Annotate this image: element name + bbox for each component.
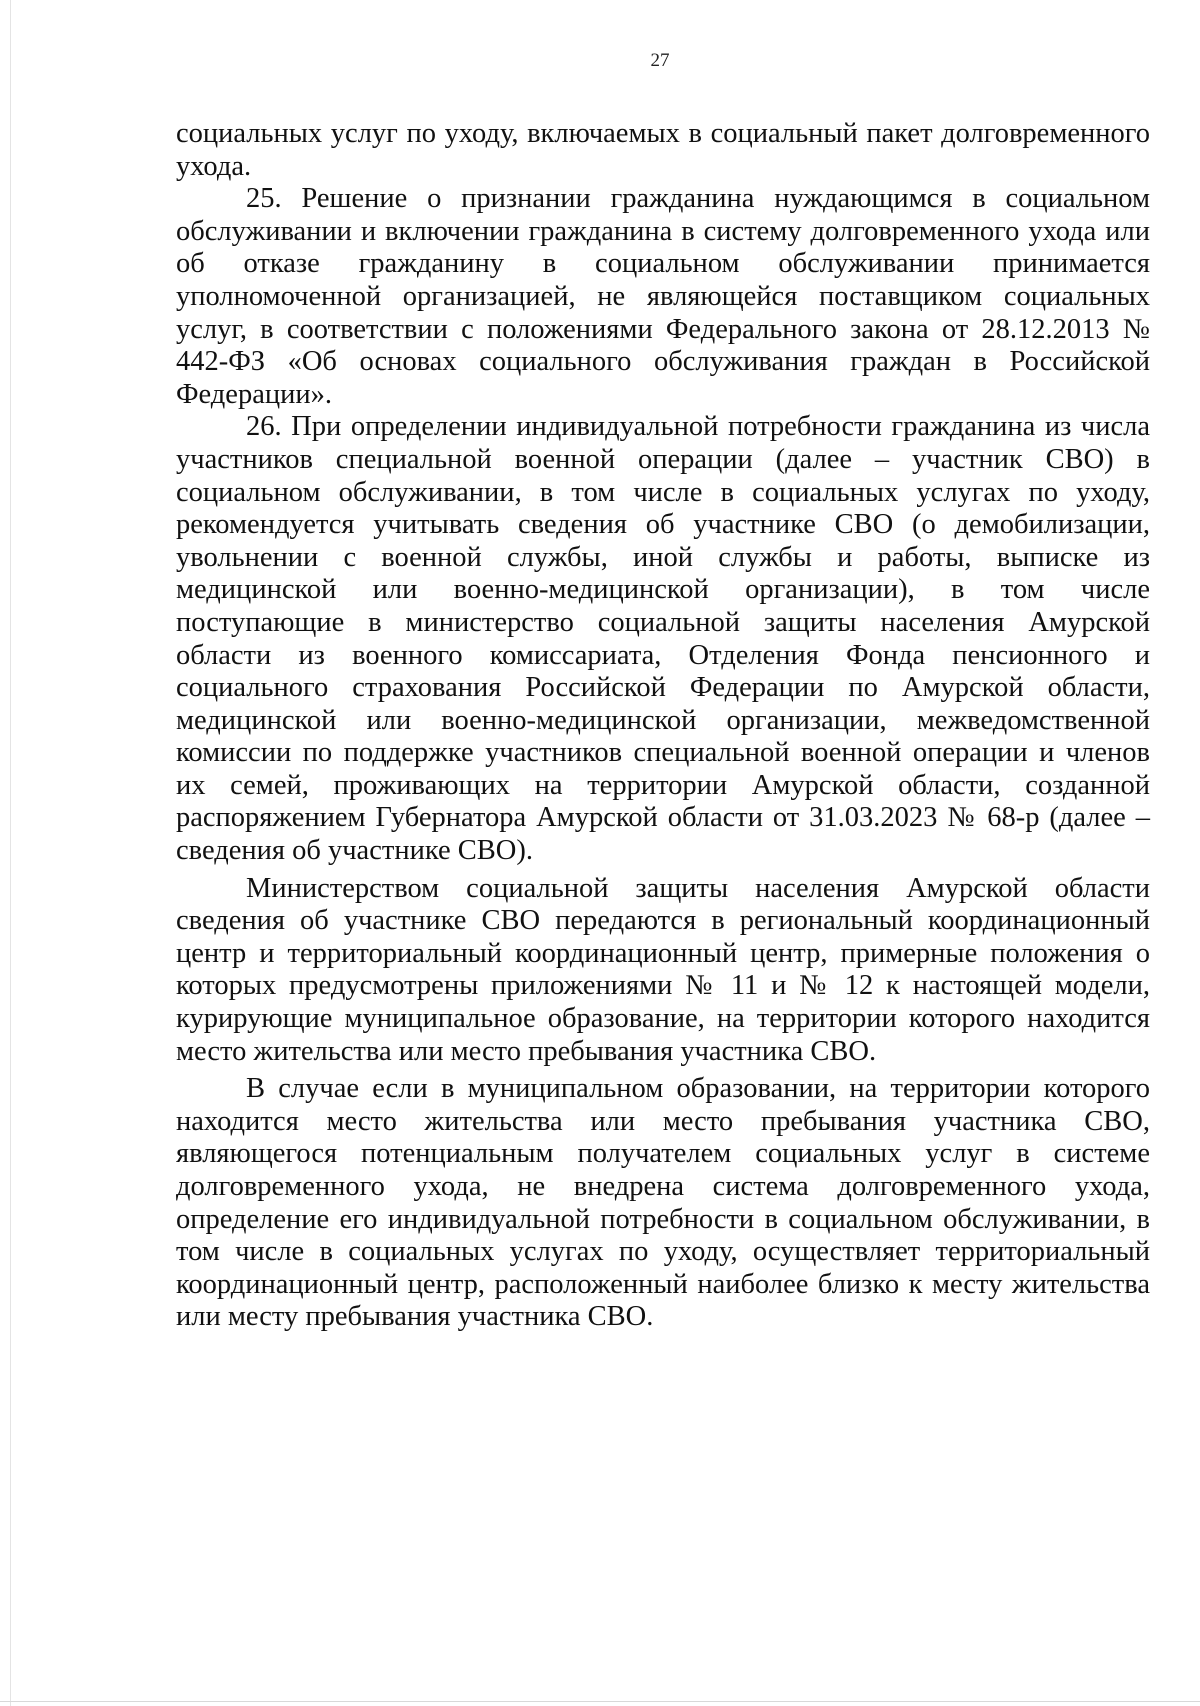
scan-edge-bottom-line: [0, 1701, 1200, 1702]
paragraph-26: 26. При определении индивидуальной потребности гражданина из числа участников специальной военной операции (далее – участник СВО) в социальном обслуживании, в том числе в социальных услугах по уходу, рекомендуется учитывать сведения об участнике СВО (о демобилизации, увольнении с военной службы, иной службы и работы, выписке из медицинской или военно-медицинской организации), в том числе поступающие в министерство социальной защиты населения Амурской области из военного комиссариата, Отделения Фонда пенсионного и социального страхования Российской Федерации по Амурской области, медицинской или военно-медицинской организации, межведомственной комиссии по поддержке участников специальной военной операции и членов их семей, проживающих на территории Амурской области, созданной распоряжением Губернатора Амурской области от 31.03.2023 № 68-р (далее – сведения об участнике СВО).: [176, 411, 1150, 867]
page-number: 27: [650, 50, 670, 71]
paragraph-ministry: Министерством социальной защиты населения Амурской области сведения об участнике СВО передаются в региональный координационный центр и территориальный координационный центр, примерные положения о которых предусмотрены приложениями № 11 и № 12 к настоящей модели, курирующие муниципальное образование, на территории которого находится место жительства или место пребывания участника СВО.: [176, 872, 1150, 1067]
paragraph-municipal: В случае если в муниципальном образовании, на территории которого находится место жительства или место пребывания участника СВО, являющегося потенциальным получателем социальных услуг в системе долговременного ухода, не внедрена система долговременного ухода, определение его индивидуальной потребности в социальном обслуживании, в том числе в социальных услугах по уходу, осуществляет территориальный координационный центр, расположенный наиболее близко к месту жительства или месту пребывания участника СВО.: [176, 1073, 1150, 1333]
paragraph-continuation: социальных услуг по уходу, включаемых в социальный пакет долговременного ухода.: [176, 118, 1150, 182]
paragraph-25: 25. Решение о признании гражданина нуждающимся в социальном обслуживании и включении гражданина в систему долговременного ухода или об отказе гражданину в социальном обслуживании принимается уполномоченной организацией, не являющейся поставщиком социальных услуг, в соответствии с положениями Федерального закона от 28.12.2013 № 442-ФЗ «Об основах социального обслуживания граждан в Российской Федерации».: [176, 183, 1150, 410]
scan-edge-line: [10, 0, 11, 1706]
document-body: [176, 118, 1150, 1334]
